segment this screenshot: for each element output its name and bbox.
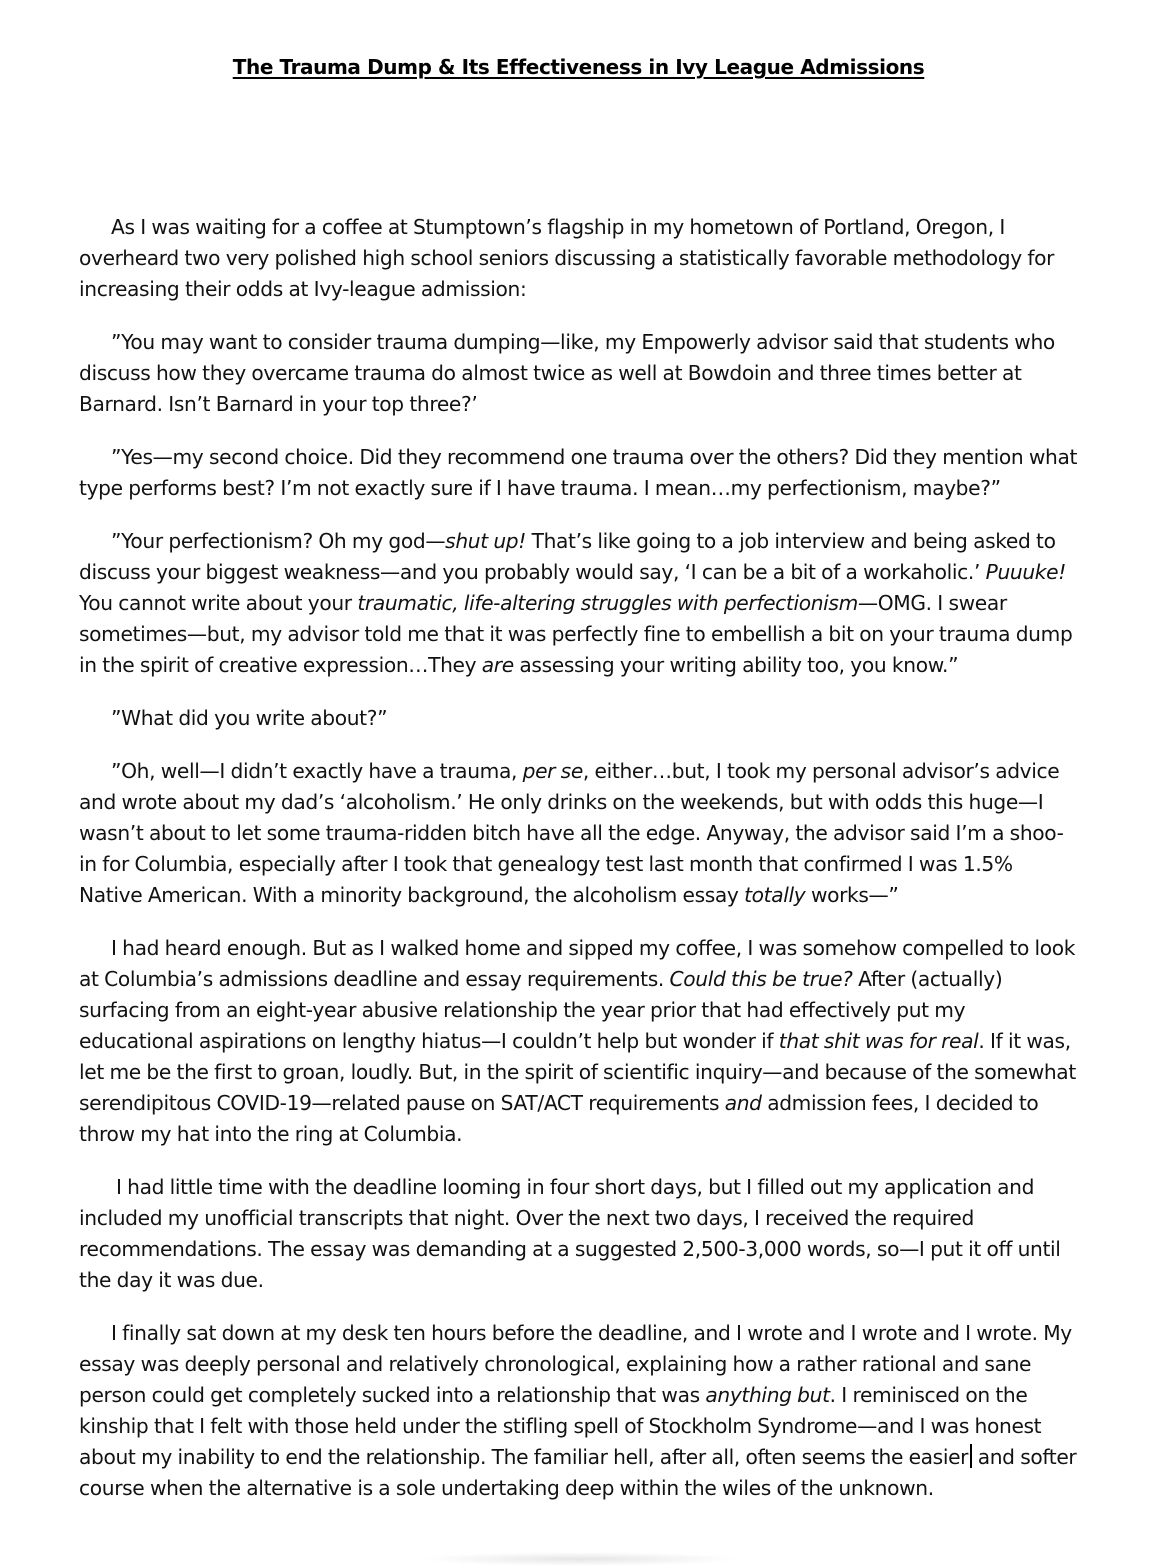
text-run: You cannot write about your xyxy=(79,591,358,615)
text-run: , either…but, I took my personal advisor’s advice and wrote about my dad’s ‘alcoholism.’ He only drinks on the weekends, but with odds this huge—I wasn’t about to let some trauma-ridden bitch have all the edge. Anyway, the advisor said I’m a shoo-in for Columbia, especially after I took that genealogy test last month that confirmed I was 1.5% Native American. With a minority background, the alcoholism essay xyxy=(79,759,1064,907)
text-run: That’s like going to a job interview and being asked to discuss your biggest weakness—and you probably would say, ‘I can be a bit of a workaholic.’ xyxy=(79,529,1056,584)
text-run: and softer course when the alternative is a sole undertaking deep within the wiles of the unknown. xyxy=(79,1445,1077,1500)
italic-run: per se xyxy=(522,759,583,783)
italic-run: anything but xyxy=(705,1383,830,1407)
italic-run: Could this be true? xyxy=(669,967,853,991)
italic-run: shut up! xyxy=(445,529,527,553)
page-edge-shadow xyxy=(420,1552,740,1566)
text-run: —OMG. I swear sometimes—but, my advisor told me that it was perfectly fine to embellish a bit on your trauma dump in the spirit of creative expression…They xyxy=(79,591,1073,677)
text-run: I had little time with the deadline looming in four short days, but I filled out my application and included my unofficial transcripts that night. Over the next two days, I received the required recommendations. The essay was demanding at a suggested 2,500-3,000 words, so—I put it off until the day it was due. xyxy=(79,1175,1061,1292)
paragraph-9 xyxy=(79,1318,1079,1504)
italic-run: traumatic, life-altering struggles with perfectionism xyxy=(357,591,858,615)
text-run: ”You may want to consider trauma dumping—like, my Empowerly advisor said that students who discuss how they overcame trauma do almost twice as well at Bowdoin and three times better at Barnard. Isn’t Barnard in your top three?’ xyxy=(79,330,1055,416)
paragraph-4 xyxy=(79,526,1079,681)
text-run: ”Yes—my second choice. Did they recommend one trauma over the others? Did they mention what type performs best? I’m not exactly sure if I have trauma. I mean…my perfectionism, maybe?” xyxy=(79,445,1078,500)
text-run: ”Oh, well—I didn’t exactly have a trauma, xyxy=(111,759,523,783)
text-run: ”What did you write about?” xyxy=(111,706,388,730)
text-run: works—” xyxy=(805,883,899,907)
text-run: I finally sat down at my desk ten hours before the deadline, and I wrote and I wrote and I wrote. My essay was deeply personal and relatively chronological, explaining how a rather rational and sane person could get completely sucked into a relationship that was xyxy=(79,1321,1072,1407)
italic-run: and xyxy=(724,1091,762,1115)
document-body[interactable] xyxy=(79,212,1079,1526)
text-run: After (actually) surfacing from an eight-year abusive relationship the year prior that had effectively put my educational aspirations on lengthy hiatus—I couldn’t help but wonder if xyxy=(79,967,1003,1053)
paragraph-3 xyxy=(79,442,1079,504)
italic-run: are xyxy=(481,653,514,677)
text-run: admission fees, I decided to throw my hat into the ring at Columbia. xyxy=(79,1091,1039,1146)
paragraph-1 xyxy=(79,212,1079,305)
text-run: . If it was, let me be the first to groan, loudly. But, in the spirit of scientific inquiry—and because of the somewhat serendipitous COVID-19—related pause on SAT/ACT requirements xyxy=(79,1029,1076,1115)
text-run: As I was waiting for a coffee at Stumptown’s flagship in my hometown of Portland, Oregon, I overheard two very polished high school seniors discussing a statistically favorable methodology for increasing their odds at Ivy-league admission: xyxy=(79,215,1055,301)
paragraph-7 xyxy=(79,933,1079,1150)
text-run: ”Your perfectionism? Oh my god— xyxy=(111,529,446,553)
italic-run: totally xyxy=(744,883,806,907)
italic-run: that shit was for real xyxy=(778,1029,979,1053)
text-run: assessing your writing ability too, you know.” xyxy=(513,653,959,677)
paragraph-6 xyxy=(79,756,1079,911)
text-run: . I reminisced on the kinship that I felt with those held under the stifling spell of Stockholm Syndrome—and I was honest about my inability to end the relationship. The familiar hell, after all, often seems the easier xyxy=(79,1383,1042,1469)
document-title: The Trauma Dump & Its Effectiveness in Ivy League Admissions xyxy=(232,55,925,79)
paragraph-8 xyxy=(79,1172,1079,1296)
italic-run: Puuuke! xyxy=(985,560,1066,584)
text-run: I had heard enough. But as I walked home and sipped my coffee, I was somehow compelled to look at Columbia’s admissions deadline and essay requirements. xyxy=(79,936,1076,991)
paragraph-5 xyxy=(79,703,1079,734)
paragraph-2 xyxy=(79,327,1079,420)
